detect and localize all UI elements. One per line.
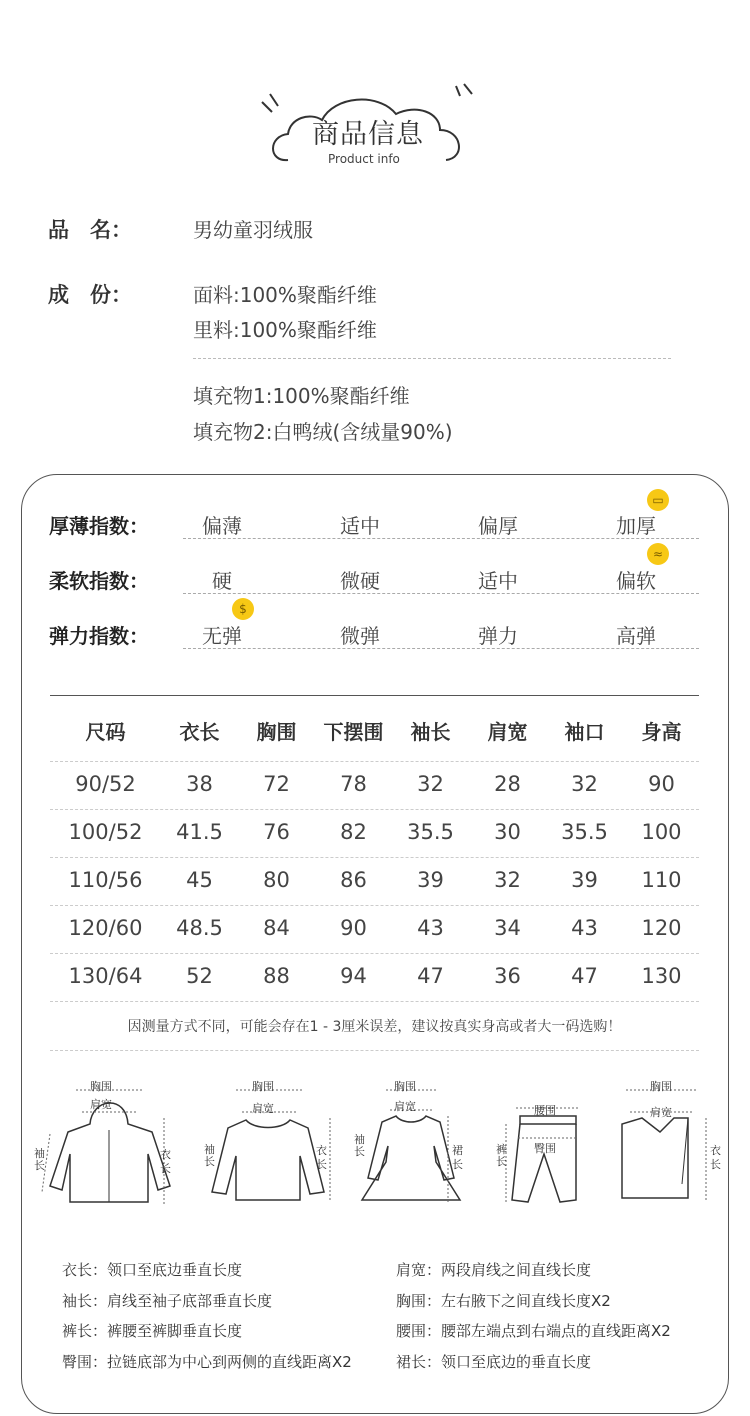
index-option: 偏厚 [478, 514, 518, 538]
table-cell: 36 [494, 964, 521, 988]
table-cell: 43 [571, 916, 598, 940]
table-cell: 90 [648, 772, 675, 796]
hip-label: 臀围 [534, 1142, 556, 1155]
divider [50, 761, 699, 762]
header-length: 衣长 [179, 720, 220, 744]
table-cell: 47 [571, 964, 598, 988]
pants-diagram [492, 1090, 602, 1214]
divider [183, 538, 699, 539]
table-cell: 72 [263, 772, 290, 796]
table-cell: 100 [641, 820, 682, 844]
jacket-diagram [34, 1074, 180, 1214]
table-cell: 52 [186, 964, 213, 988]
waist-label: 腰围 [534, 1104, 556, 1117]
table-cell: 84 [263, 916, 290, 940]
header-cuff: 袖口 [564, 720, 605, 744]
table-row [50, 964, 699, 994]
table-cell: 48.5 [176, 916, 223, 940]
table-cell: 130 [641, 964, 682, 988]
header-sleeve: 袖长 [410, 720, 451, 744]
index-option: 高弹 [616, 624, 656, 648]
divider [50, 1001, 699, 1002]
header-shoulder: 肩宽 [487, 720, 528, 744]
table-cell: 32 [494, 868, 521, 892]
divider [183, 648, 699, 649]
table-cell: 94 [340, 964, 367, 988]
shoulder-label: 肩宽 [394, 1100, 416, 1113]
pants-length-label: 裤长 [496, 1143, 507, 1168]
softness-index-label: 柔软指数： [49, 569, 149, 593]
dress-diagram [350, 1074, 480, 1214]
table-cell: 30 [494, 820, 521, 844]
name-label: 品 名： [48, 218, 132, 242]
chest-label: 胸围 [252, 1080, 274, 1093]
table-cell: 39 [571, 868, 598, 892]
composition-line: 面料:100%聚酯纤维 [193, 283, 377, 307]
divider [50, 857, 699, 858]
divider [50, 1050, 699, 1051]
index-option: 适中 [340, 514, 380, 538]
index-option-selected: 偏软 [616, 569, 656, 593]
page-subtitle: Product info [328, 152, 400, 166]
divider [50, 809, 699, 810]
table-cell: 90/52 [75, 772, 136, 796]
legend-item: 衣长：领口至底边垂直长度 [62, 1261, 243, 1279]
index-option: 硬 [212, 569, 232, 593]
index-option: 微弹 [340, 624, 380, 648]
ruler-icon: ▭ [647, 489, 669, 511]
table-cell: 39 [417, 868, 444, 892]
legend-item: 肩宽：两段肩线之间直线长度 [396, 1261, 592, 1279]
table-cell: 86 [340, 868, 367, 892]
table-cell: 35.5 [561, 820, 608, 844]
table-row [50, 916, 699, 946]
table-cell: 38 [186, 772, 213, 796]
divider [183, 593, 699, 594]
table-cell: 45 [186, 868, 213, 892]
length-label: 衣长 [160, 1148, 171, 1175]
header-height: 身高 [641, 720, 682, 744]
length-label: 裙长 [452, 1144, 463, 1171]
legend-item: 腰围：腰部左端点到右端点的直线距离X2 [396, 1322, 671, 1340]
page-title: 商品信息 [312, 119, 424, 150]
thickness-index-label: 厚薄指数： [49, 514, 149, 538]
table-cell: 120 [641, 916, 682, 940]
table-cell: 28 [494, 772, 521, 796]
table-cell: 100/52 [68, 820, 143, 844]
table-row [50, 868, 699, 898]
table-cell: 80 [263, 868, 290, 892]
table-row [50, 820, 699, 850]
table-cell: 32 [571, 772, 598, 796]
table-cell: 110/56 [68, 868, 143, 892]
shoulder-label: 肩宽 [252, 1102, 274, 1115]
legend-item: 裙长：领口至底边的垂直长度 [396, 1353, 592, 1371]
divider [50, 905, 699, 906]
table-cell: 76 [263, 820, 290, 844]
divider [50, 953, 699, 954]
legend-item: 胸围：左右腋下之间直线长度X2 [396, 1292, 611, 1310]
composition-label: 成 份： [48, 283, 132, 307]
chest-label: 胸围 [650, 1080, 672, 1093]
table-cell: 47 [417, 964, 444, 988]
index-option: 适中 [478, 569, 518, 593]
table-cell: 43 [417, 916, 444, 940]
index-option: 偏薄 [202, 514, 242, 538]
table-row [50, 772, 699, 802]
table-cell: 88 [263, 964, 290, 988]
filling-line: 填充物2:白鸭绒(含绒量90%) [193, 420, 453, 444]
sweater-diagram [200, 1074, 340, 1214]
legend-item: 袖长：肩线至袖子底部垂直长度 [62, 1292, 273, 1310]
table-cell: 78 [340, 772, 367, 796]
divider [193, 358, 671, 359]
chest-label: 胸围 [90, 1080, 112, 1093]
length-label: 衣长 [710, 1144, 721, 1171]
table-cell: 90 [340, 916, 367, 940]
index-option-selected: 加厚 [616, 514, 656, 538]
table-cell: 110 [641, 868, 682, 892]
legend-item: 裤长：裤腰至裤脚垂直长度 [62, 1322, 243, 1340]
table-cell: 35.5 [407, 820, 454, 844]
header-size: 尺码 [85, 720, 126, 744]
wave-icon: ≈ [647, 543, 669, 565]
table-cell: 41.5 [176, 820, 223, 844]
composition-line: 里料:100%聚酯纤维 [193, 318, 377, 342]
section-header [250, 78, 480, 178]
table-cell: 82 [340, 820, 367, 844]
table-top-border [50, 695, 699, 696]
index-option: 微硬 [340, 569, 380, 593]
index-option-selected: 无弹 [202, 624, 242, 648]
shoulder-label: 肩宽 [90, 1098, 112, 1111]
index-option: 弹力 [478, 624, 518, 648]
legend-item: 臀围：拉链底部为中心到两侧的直线距离X2 [62, 1353, 352, 1371]
spring-icon: $ [232, 598, 254, 620]
elasticity-index-label: 弹力指数： [49, 624, 149, 648]
table-cell: 34 [494, 916, 521, 940]
header-hem: 下摆围 [323, 720, 384, 744]
sleeve-label: 袖长 [34, 1147, 45, 1172]
header-chest: 胸围 [256, 720, 297, 744]
name-value: 男幼童羽绒服 [193, 218, 313, 242]
shoulder-label: 肩宽 [650, 1106, 672, 1119]
table-header [50, 716, 699, 746]
chest-label: 胸围 [394, 1080, 416, 1093]
length-label: 衣长 [316, 1144, 327, 1171]
size-note: 因测量方式不同，可能会存在1 - 3厘米误差，建议按真实身高或者大一码选购！ [127, 1019, 622, 1035]
hooded-jacket-icon [40, 1074, 180, 1214]
sleeve-label: 袖长 [204, 1143, 215, 1168]
sleeve-label: 袖长 [354, 1133, 365, 1158]
vest-diagram [612, 1074, 730, 1214]
filling-line: 填充物1:100%聚酯纤维 [193, 384, 410, 408]
table-cell: 130/64 [68, 964, 143, 988]
table-cell: 120/60 [68, 916, 143, 940]
table-cell: 32 [417, 772, 444, 796]
